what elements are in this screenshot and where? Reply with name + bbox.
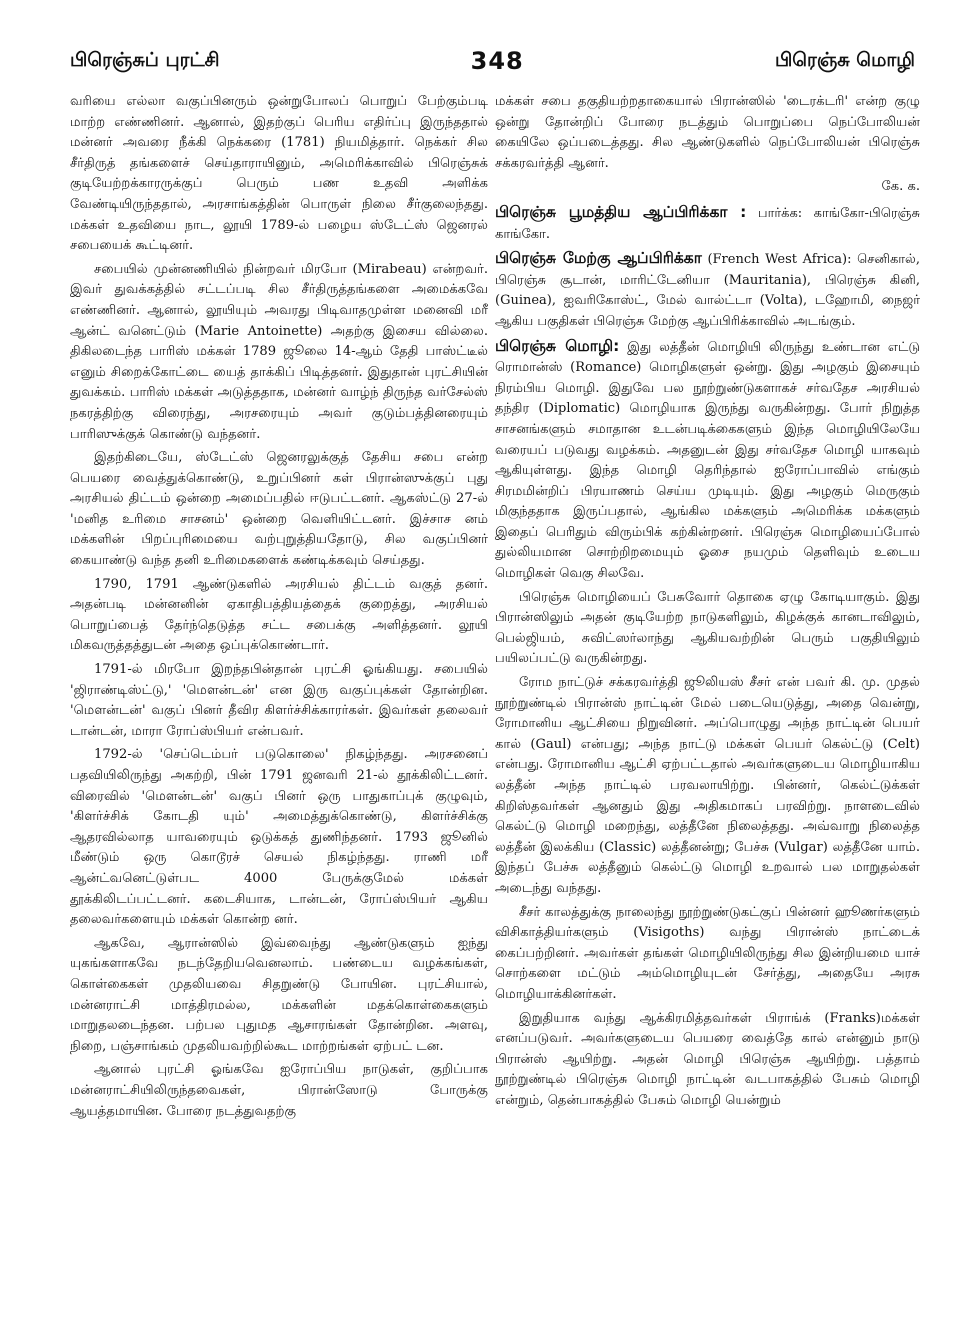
entry-heading: பிரெஞ்சு மொழி: xyxy=(495,336,620,355)
paragraph: ரோம நாட்டுச் சக்கரவர்த்தி ஜூலியஸ் சீசர் என் பவர் கி. மு. முதல் நூற்றுண்டில் பிரான்ஸ் நாட்டின் மேல் படையெடுத்து, அதை வென்று, ரோமானிய ஆட்சியை நிறுவினர். அப்பொழுது அந்த நாட்டின் பெயர் கால் (Gaul) என்பது; அந்த நாட்டு மக்கள் பெயர் கெல்ட்டு (Celt) என்பது. ரோமானிய ஆட்சி ஏற்பட்டதால் அவர்களுடைய மொழியாகிய லத்தீன் அந்த நாட்டில் பரவலாயிற்று. பின்னர், கெல்ட்டுக்கள் கிறிஸ்தவர்கள் ஆனதும் இது அதிகமாகப் பரவிற்று. நாளடைவில் கெல்ட்டு மொழி மறைந்து, லத்தீனே நிலைத்தது. அவ்வாறு நிலைத்த லத்தீன் இலக்கிய (Classic) லத்தீனன்று; பேச்சு (Vulgar) லத்தீனே யாம். இந்தப் பேச்சு லத்தீனும் கெல்ட்டு மொழி உறவால் பல மாறுதல்கள் அடைந்து வந்தது. xyxy=(495,675,920,896)
right-column xyxy=(495,92,920,1317)
entry-text: பார்க்க: காங்கோ-பிரெஞ்சு காங்கோ. xyxy=(495,205,920,242)
entry-text: (French West Africa): செனிகால், பிரெஞ்சு சூடான், மாரிட்டேனியா (Mauritania), பிரெஞ்சு கினி, (Guinea), ஐவரிகோஸ்ட், மேல் வால்ட்டா (Volta), டஹோமி, நைஜர் ஆகிய பகுதிகள் பிரெஞ்சு மேற்கு ஆப்பிரிக்காவில் அடங்கும். xyxy=(495,252,920,329)
entry-west-africa xyxy=(495,248,920,332)
paragraph: இதற்கிடையே, ஸ்டேட்ஸ் ஜெனரலுக்குத் தேசிய சபை என்ற பெயரை வைத்துக்கொண்டு, உறுப்பினர் கள் பிரான்ஸுக்குப் புது அரசியல் திட்டம் ஒன்றை அமைப்பதில் ஈடுபட்டனர். ஆகஸ்ட்டு 27-ல் 'மனித உரிமை சாசனம்' ஒன்றை வெளியிட்டனர். இச்சாச னம் மக்களின் பிறப்புரிமையை வற்புறுத்தியதோடு, சில வகுப்பினர் கையாண்டு வந்த தனி உரிமைகளைக் கண்டிக்கவும் செய்தது. xyxy=(70,450,488,569)
left-running-head: பிரெஞ்சுப் புரட்சி xyxy=(70,48,220,71)
paragraph: சீசர் காலத்துக்கு நாலைந்து நூற்றுண்டுகட்குப் பின்னர் ஹூணர்களும் விசிகாத்தியர்களும் (Visigoths) வந்து பிரான்ஸ் நாட்டைக் கைப்பற்றினர். அவர்கள் தங்கள் மொழியிலிருந்து சில இன்றியமை யாச் சொற்களை மட்டும் அம்மொழியுடன் சேர்த்து, அதையே அரசு மொழியாக்கினர்கள். xyxy=(495,904,920,1002)
entry-text: இது லத்தீன் மொழியி லிருந்து உண்டான எட்டு ரொமான்ஸ் (Romance) மொழிகளுள் ஒன்று. இது அழகும் இசையும் நிரம்பிய மொழி. இதுவே பல நூற்றுண்டுகளாகச் சர்வதேச அரசியல் தந்திர (Diplomatic) மொழியாக இருந்து வருகின்றது. போர் நிறுத்த சாசனங்களும் சமாதான உடன்படிக்கைகளும் இந்த மொழியிலேயே வரையப் படுவது வழக்கம். அதனுடன் இது சர்வதேச மொழி யாகவும் ஆகியுள்ளது. இந்த மொழி தெரிந்தால் ஐரோப்பாவில் எங்கும் சிரமமின்றிப் பிரயாணம் செய்ய முடியும். இது அழகும் மெருகும் மிகுந்ததாக இருப்பதால், ஆங்கில மக்களும் அமெரிக்க மக்களும் இதைப் பெரிதும் விரும்பிக் கற்கின்றனர். பிரெஞ்சு மொழியைப்போல் துல்லியமான சொற்றிறமையும் ஓசை நயமும் தெளிவும் உடைய மொழிகள் வெகு சிலவே. xyxy=(495,339,920,582)
paragraph: 1792-ல் 'செப்டெம்பர் படுகொலை' நிகழ்ந்தது. அரசனைப் பதவியிலிருந்து அகற்றி, பின் 1791 ஜனவரி 21-ல் தூக்கிலிட்டனர். விரைவில் 'மௌன்டன்' வகுப் பினர் ஒரு பாதுகாப்புக் குழுவும், 'கிளர்ச்சிக் கோடதி யும்' அமைத்துக்கொண்டு, கிளர்ச்சிக்கு ஆதரவில்லாத யாவரையும் ஒடுக்கத் துணிந்தனர். 1793 ஜூனில் மீண்டும் ஒரு கொடூரச் செயல் நிகழ்ந்தது. ராணி மரீ ஆன்ட்வனெட்டுள்பட 4000 பேருக்குமேல் மக்கள் தூக்கிலிடப்பட்டனர். கடைசியாக, டான்டன், ரோப்ஸ்பியர் ஆகிய தலைவர்களையும் மக்கள் கொன்ற னர். xyxy=(70,747,488,928)
entry-french-language xyxy=(495,336,920,585)
page-number: 348 xyxy=(470,47,524,75)
paragraph: வரியை எல்லா வகுப்பினரும் ஒன்றுபோலப் பொறுப் பேற்கும்படி மாற்ற எண்ணினர். ஆனால், இதற்குப் பெரிய எதிர்ப்பு இருந்ததால் மன்னர் அவரை நீக்கி நெக்கரை (1781) நியமித்தார். நெக்கர் சில சீர்திருத் தங்களைச் செய்தாராயினும், அமெரிக்காவில் பிரெஞ்சுக் குடியேற்றக்காரருக்குப் பெரும் பண உதவி அளிக்க வேண்டியிருந்ததால், அரசாங்கத்தின் பொருள் நிலை சீர்குலைந்தது. மக்கள் உதவியை நாட, லூயி 1789-ல் பழைய ஸ்டேட்ஸ் ஜெனரல் சபையைக் கூட்டினர். xyxy=(70,94,488,254)
paragraph: ஆனால் புரட்சி ஓங்கவே ஐரோப்பிய நாடுகள், குறிப்பாக மன்னராட்சியிலிருந்தவைகள், பிரான்ஸோடு போருக்கு ஆயத்தமாயின. போரை நடத்துவதற்கு xyxy=(70,1062,488,1119)
signature-text: கே. க. xyxy=(881,179,920,195)
entry-heading: பிரெஞ்சு பூமத்திய ஆப்பிரிக்கா : xyxy=(495,202,747,221)
author-signature xyxy=(495,177,920,198)
right-running-head: பிரெஞ்சு மொழி xyxy=(774,48,915,71)
paragraph: மக்கள் சபை தகுதியற்றதாகையால் பிரான்ஸில் 'டைரக்டரி' என்ற குழு ஒன்று தோன்றிப் போரை நடத்தும் பொறுப்பை நெப்போலியன் கையிலே ஒப்படைத்தது. சில ஆண்டுகளில் நெப்போலியன் பிரெஞ்சு சக்கரவர்த்தி ஆனர். xyxy=(495,94,920,171)
paragraph: 1790, 1791 ஆண்டுகளில் அரசியல் திட்டம் வகுத் தனர். அதன்படி மன்னனின் ஏகாதிபத்தியத்தைக் குறைத்து, அரசியல் பொறுப்பைத் தேர்ந்தெடுத்த சட்ட சபைக்கு அளித்தனர். லூயி மிகவருத்தத்துடன் அதை ஒப்புக்கொண்டார். xyxy=(70,576,488,654)
page-header xyxy=(70,36,915,86)
entry-heading: பிரெஞ்சு மேற்கு ஆப்பிரிக்கா xyxy=(495,249,702,268)
left-column xyxy=(70,92,488,1317)
paragraph: 1791-ல் மிரபோ இறந்தபின்தான் புரட்சி ஓங்கியது. சபையில் 'ஜிராண்டிஸ்ட்டு,' 'மௌன்டன்' என இரு வகுப்புக்கள் தோன்றின. 'மௌன்டன்' வகுப் பினர் தீவிர கிளர்ச்சிக்காரர்கள். இவர்கள் தலைவர் டான்டன், மாரா ரோப்ஸ்பியர் என்பவர். xyxy=(70,662,488,739)
paragraph: ஆகவே, ஆரான்ஸில் இவ்வைந்து ஆண்டுகளும் ஐந்து யுகங்களாகவே நடந்தேறியவெனலாம். பண்டைய வழக்கங்கள், கொள்கைகள் முதலியவை சிதறுண்டு போயின. புரட்சியால், மன்னராட்சி மாத்திரமல்ல, மக்களின் மதக்கொள்கைகளும் மாறுதலடைந்தன. பற்பல புதுமத ஆசாரங்கள் தோன்றின. அளவு, நிறை, பஞ்சாங்கம் முதலியவற்றில்கூட மாற்றங்கள் ஏற்பட் டன. xyxy=(70,935,488,1054)
paragraph: பிரெஞ்சு மொழியைப் பேசுவோர் தொகை ஏழு கோடியாகும். இது பிரான்ஸிலும் அதன் குடியேற்ற நாடுகளிலும், கிழக்குக் கானடாவிலும், பெல்ஜியம், சுவிட்ஸர்லாந்து ஆகியவற்றின் பெரும் பகுதியிலும் பயிலப்பட்டு வருகின்றது. xyxy=(495,589,920,667)
paragraph: இறுதியாக வந்து ஆக்கிரமித்தவர்கள் பிராங்க் (Franks)மக்கள் எனப்படுவர். அவர்களுடைய பெயரை வைத்தே கால் என்னும் நாடு பிரான்ஸ் ஆயிற்று. அதன் மொழி பிரெஞ்சு ஆயிற்று. பத்தாம் நூற்றுண்டில் பிரெஞ்சு மொழி நாட்டின் வடபாகத்தில் பேசும் மொழி என்றும், தென்பாகத்தில் பேசும் மொழி யென்றும் xyxy=(495,1010,920,1108)
entry-central-africa xyxy=(495,202,920,245)
paragraph: சபையில் முன்னணியில் நின்றவர் மிரபோ (Mirabeau) என்றவர். இவர் துவக்கத்தில் சட்டப்படி சில சீர்திருத்தங்களை அமைக்கவே எண்ணினர். ஆனால், லூயியும் அவரது பிடிவாதமுள்ள மனைவி மரீ ஆன்ட் வனெட்டும் (Marie Antoinette) அதற்கு இசைய வில்லை. திகிலடைந்த பாரிஸ் மக்கள் 1789 ஜூலை 14-ஆம் தேதி பாஸ்ட்டீல் எனும் சிறைக்கோட்டை யைத் தாக்கிப் பிடித்தனர். இதுதான் புரட்சியின் துவக்கம். பாரிஸ் மக்கள் அடுத்ததாக, மன்னர் வாழ்ந் திருந்த வர்சேல்ஸ் நகரத்திற்கு விரைந்து, அரசரையும் அவர் குடும்பத்தினரையும் பாரிஸுக்குக் கொண்டு வந்தனர். xyxy=(70,261,488,442)
